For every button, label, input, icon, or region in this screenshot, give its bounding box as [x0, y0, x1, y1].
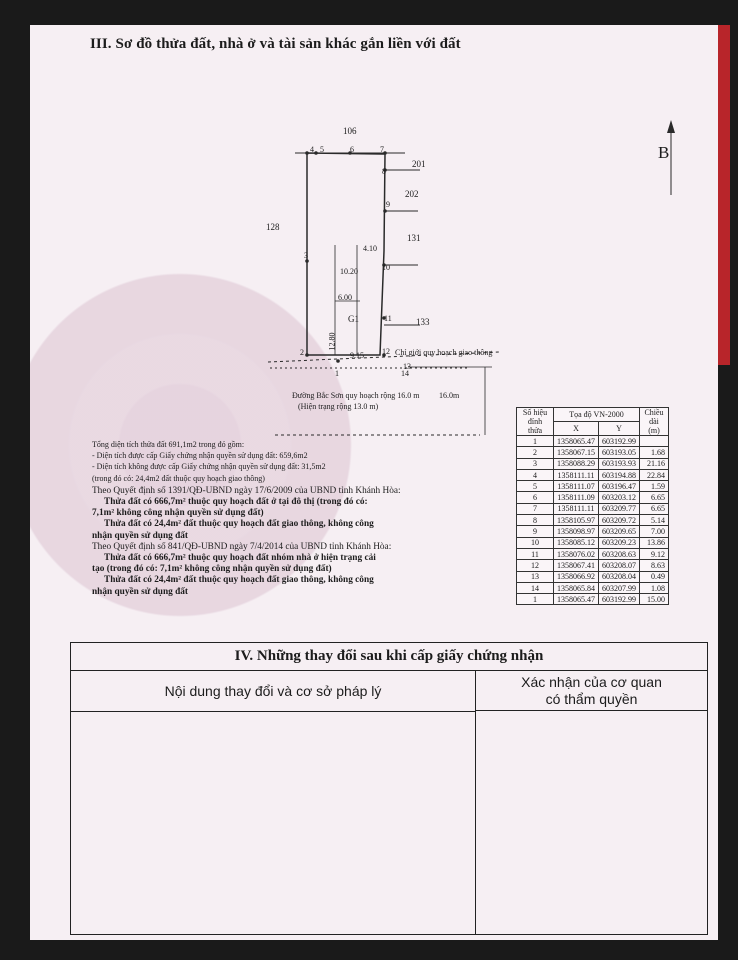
parcel-131: 131	[407, 233, 421, 243]
coord-cell-y: 603207.99	[599, 582, 640, 593]
coord-cell-n: 8	[517, 515, 554, 526]
coord-row	[517, 526, 669, 537]
coord-cell-y: 603209.65	[599, 526, 640, 537]
coord-cell-y: 603209.23	[599, 537, 640, 548]
vertex-11: 11	[384, 314, 392, 323]
coord-row	[517, 436, 669, 447]
vertex-8: 8	[382, 167, 386, 176]
note-decision-1391: Theo Quyết định số 1391/QĐ-UBND ngày 17/6/2009 của UBND tỉnh Khánh Hòa:	[92, 485, 401, 496]
coord-cell-n: 11	[517, 548, 554, 559]
coord-cell-l: 9.12	[640, 548, 669, 559]
coord-cell-x: 1358076.02	[554, 548, 599, 559]
coord-row	[517, 469, 669, 480]
note-841-line3: Thửa đất có 24,4m² đất thuộc quy hoạch đất giao thông, không công	[104, 575, 374, 586]
coord-row	[517, 571, 669, 582]
col-point: Số hiệu đỉnh thửa	[517, 408, 554, 436]
vertex-9: 9	[386, 200, 390, 209]
note-841-line1: Thửa đất có 666,7m² thuộc quy hoạch đất nhóm nhà ở hiện trạng cải	[104, 553, 376, 564]
vertex-12: 12	[382, 347, 390, 356]
vertex-14: 14	[401, 369, 409, 378]
coord-cell-x: 1358111.07	[554, 481, 599, 492]
coord-cell-l: 22.84	[640, 469, 669, 480]
parcel-133: 133	[416, 317, 430, 327]
coord-row	[517, 492, 669, 503]
authority-line2: có thẩm quyền	[545, 691, 638, 707]
note-1391-line4: nhận quyền sử dụng đất	[92, 530, 189, 541]
note-841-line2: tạo (trong đó có: 7,1m² không công nhận quyền sử dụng đất)	[92, 564, 332, 575]
coord-cell-y: 603193.05	[599, 447, 640, 458]
vertex-10: 10	[382, 263, 390, 272]
coord-cell-l: 6.65	[640, 492, 669, 503]
vertex-3: 3	[304, 251, 308, 260]
coord-cell-n: 14	[517, 582, 554, 593]
coord-cell-y: 603203.12	[599, 492, 640, 503]
coord-cell-n: 2	[517, 447, 554, 458]
coord-cell-l: 13.86	[640, 537, 669, 548]
coord-cell-x: 1358111.11	[554, 503, 599, 514]
coord-cell-l: 6.65	[640, 503, 669, 514]
parcel-label: G1	[348, 314, 359, 324]
note-1391-line2: 7,1m² không công nhận quyền sử dụng đất)	[92, 508, 264, 519]
parcel-diagram	[30, 25, 718, 445]
col-x: X	[554, 422, 599, 436]
coord-cell-n: 3	[517, 458, 554, 469]
coord-cell-l: 5.14	[640, 515, 669, 526]
coord-row	[517, 582, 669, 593]
coord-row	[517, 537, 669, 548]
col-y: Y	[599, 422, 640, 436]
parcel-boundary	[307, 153, 385, 355]
section-4-title: IV. Những thay đổi sau khi cấp giấy chứng nhận	[71, 643, 707, 671]
note-traffic-plan-area: (trong đó có: 24,4m2 đất thuộc quy hoạch giao thông)	[92, 473, 265, 483]
coord-row	[517, 447, 669, 458]
coord-cell-n: 5	[517, 481, 554, 492]
coord-cell-x: 1358111.11	[554, 469, 599, 480]
parcel-202: 202	[405, 189, 419, 199]
coord-cell-x: 1358088.29	[554, 458, 599, 469]
coord-cell-l: 15.00	[640, 594, 669, 605]
coord-cell-n: 13	[517, 571, 554, 582]
coord-row	[517, 458, 669, 469]
vertex-5: 5	[320, 145, 324, 154]
note-decision-841: Theo Quyết định số 841/QĐ-UBND ngày 7/4/2014 của UBND tỉnh Khánh Hòa:	[92, 541, 392, 552]
coord-cell-x: 1358105.97	[554, 515, 599, 526]
coord-cell-l: 7.00	[640, 526, 669, 537]
coord-cell-x: 1358065.84	[554, 582, 599, 593]
coord-cell-l: 1.08	[640, 582, 669, 593]
dim-4-10: 4.10	[363, 244, 377, 253]
coordinate-table	[516, 407, 669, 605]
coord-row	[517, 594, 669, 605]
note-granted-area: - Diện tích được cấp Giấy chứng nhận quyền sử dụng đất: 659,6m2	[92, 451, 308, 461]
edge-strip	[718, 25, 730, 365]
coord-cell-n: 10	[517, 537, 554, 548]
area-notes	[92, 439, 504, 598]
coord-row	[517, 503, 669, 514]
coord-cell-x: 1358065.47	[554, 594, 599, 605]
note-1391-line1: Thửa đất có 666,7m² thuộc quy hoạch đất ở tại đô thị (trong đó có:	[104, 497, 368, 508]
note-total-area: Tổng diện tích thửa đất 691,1m2 trong đó gồm:	[92, 440, 245, 449]
coord-cell-y: 603209.77	[599, 503, 640, 514]
dim-12-80: 12.80	[327, 332, 337, 351]
coord-cell-l: 1.59	[640, 481, 669, 492]
coord-cell-y: 603209.72	[599, 515, 640, 526]
coord-cell-n: 7	[517, 503, 554, 514]
coord-cell-n: 12	[517, 560, 554, 571]
coord-row	[517, 481, 669, 492]
coord-row	[517, 515, 669, 526]
coord-row	[517, 560, 669, 571]
vertex-2: 2	[300, 348, 304, 357]
north-label: B	[658, 143, 670, 162]
note-not-granted-area: - Diện tích không được cấp Giấy chứng nhận quyền sử dụng đất: 31,5m2	[92, 462, 326, 472]
coord-cell-n: 9	[517, 526, 554, 537]
road-note-1: Đường Bắc Sơn quy hoạch rộng 16.0 m	[292, 391, 420, 400]
road-note-2: (Hiện trạng rộng 13.0 m)	[298, 402, 379, 411]
coord-cell-n: 1	[517, 594, 554, 605]
coord-cell-l: 0.49	[640, 571, 669, 582]
coord-cell-y: 603208.63	[599, 548, 640, 559]
section-4-box	[70, 642, 708, 935]
dim-9-15: 9.15	[350, 351, 364, 360]
coord-cell-l: 8.63	[640, 560, 669, 571]
coord-cell-x: 1358111.09	[554, 492, 599, 503]
coord-cell-x: 1358098.97	[554, 526, 599, 537]
coord-cell-n: 4	[517, 469, 554, 480]
coord-cell-y: 603192.99	[599, 594, 640, 605]
authority-line1: Xác nhận của cơ quan	[521, 674, 662, 690]
vertex-6: 6	[350, 145, 354, 154]
coord-cell-l: 1.68	[640, 447, 669, 458]
column-divider	[475, 711, 476, 934]
col-change-content: Nội dung thay đổi và cơ sở pháp lý	[71, 671, 476, 712]
coord-cell-n: 6	[517, 492, 554, 503]
coord-cell-x: 1358067.15	[554, 447, 599, 458]
col-length: Chiều dài (m)	[640, 408, 669, 436]
note-1391-line3: Thửa đất có 24,4m² đất thuộc quy hoạch đất giao thông, không công	[104, 519, 374, 530]
coord-cell-l: 21.16	[640, 458, 669, 469]
dim-6-00: 6.00	[338, 293, 352, 302]
coord-cell-n: 1	[517, 436, 554, 447]
dim-10-20: 10.20	[340, 267, 358, 276]
certificate-page	[30, 25, 718, 940]
col-authority-confirmation	[476, 671, 707, 711]
vertex-1: 1	[335, 369, 339, 378]
planning-boundary-note: Chỉ giới quy hoạch giao thông	[395, 348, 493, 357]
coord-cell-y: 603194.88	[599, 469, 640, 480]
vertex-4: 4	[310, 145, 314, 154]
section-3-title: III. Sơ đồ thửa đất, nhà ở và tài sản khác gắn liền với đất	[90, 36, 461, 52]
vertex-13: 13	[403, 362, 411, 371]
note-841-line4: nhận quyền sử dụng đất	[92, 586, 189, 597]
dim-16m: 16.0m	[439, 391, 460, 400]
coord-cell-x: 1358065.47	[554, 436, 599, 447]
coord-cell-x: 1358085.12	[554, 537, 599, 548]
parcel-128: 128	[266, 222, 280, 232]
coord-cell-l	[640, 436, 669, 447]
vertex-7: 7	[380, 145, 384, 154]
coord-cell-x: 1358067.41	[554, 560, 599, 571]
parcel-106: 106	[343, 126, 357, 136]
coord-cell-y: 603208.04	[599, 571, 640, 582]
coord-cell-y: 603208.07	[599, 560, 640, 571]
coord-cell-y: 603196.47	[599, 481, 640, 492]
coord-cell-x: 1358066.92	[554, 571, 599, 582]
col-coord: Tọa độ VN-2000	[554, 408, 640, 422]
coord-cell-y: 603192.99	[599, 436, 640, 447]
parcel-201: 201	[412, 159, 426, 169]
coord-row	[517, 548, 669, 559]
coord-cell-y: 603193.93	[599, 458, 640, 469]
